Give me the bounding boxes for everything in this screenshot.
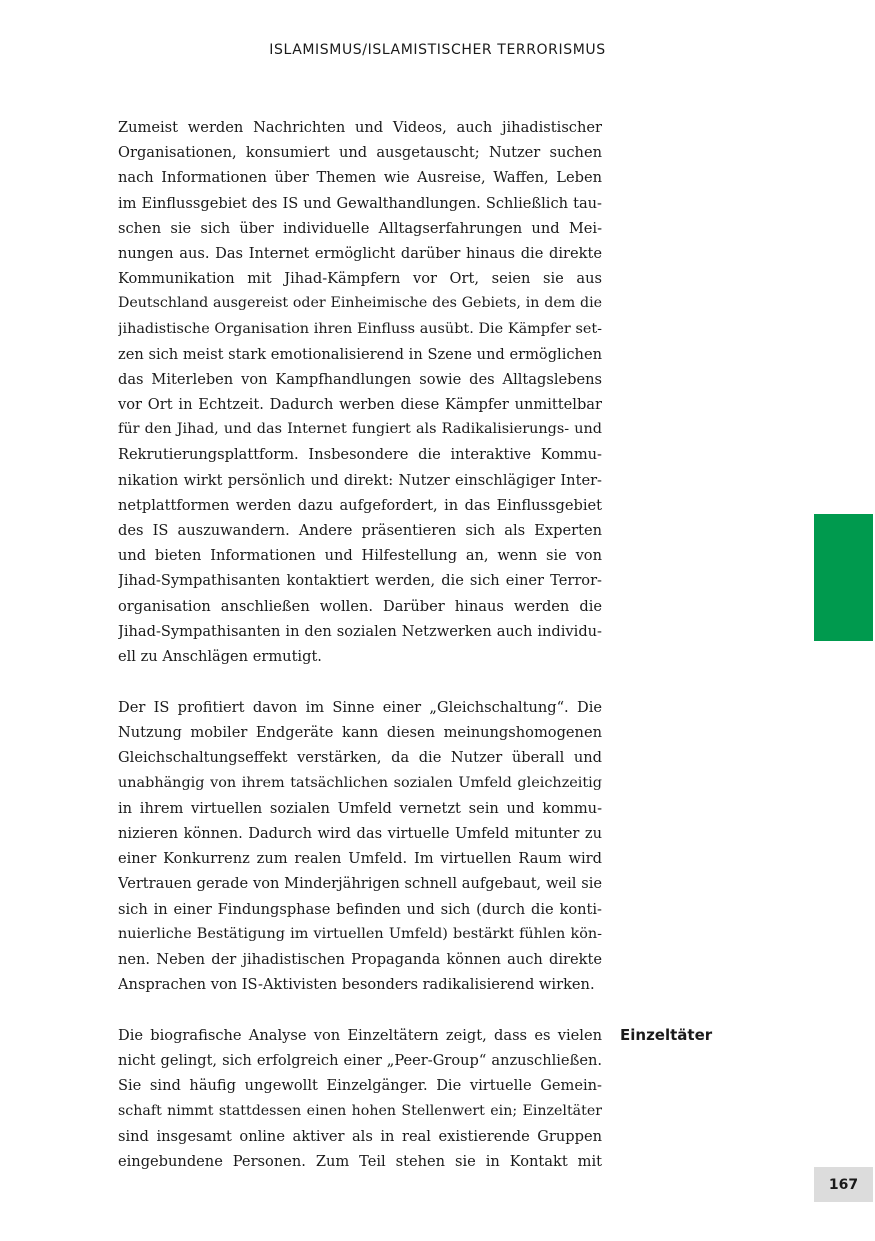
text-line: Vertrauen gerade von Minderjährigen schnell aufgebaut, weil sie	[118, 875, 602, 893]
text-line: Nutzung mobiler Endgeräte kann diesen meinungshomogenen	[118, 724, 602, 742]
text-line: schen sie sich über individuelle Alltagserfahrungen und Mei-	[118, 219, 602, 237]
text-line: im Einflussgebiet des IS und Gewalthandlungen. Schließlich tau-	[118, 194, 602, 212]
text-line: nungen aus. Das Internet ermöglicht darüber hinaus die direkte	[118, 244, 602, 262]
text-line: nach Informationen über Themen wie Ausreise, Waffen, Leben	[118, 169, 602, 187]
paragraph-3	[118, 1023, 602, 1174]
text-line: Rekrutierungsplattform. Insbesondere die interaktive Kommu-	[118, 446, 602, 464]
text-line: nen. Neben der jihadistischen Propaganda können auch direkte	[118, 950, 602, 968]
text-line: nizieren können. Dadurch wird das virtuelle Umfeld mitunter zu	[118, 824, 602, 842]
text-line: Jihad-Sympathisanten kontaktiert werden, die sich einer Terror-	[118, 572, 602, 590]
paragraph-2	[118, 695, 602, 997]
text-line: einer Konkurrenz zum realen Umfeld. Im virtuellen Raum wird	[118, 850, 602, 868]
text-line: Zumeist werden Nachrichten und Videos, auch jihadistischer	[118, 119, 602, 136]
text-line: Gleichschaltungseffekt verstärken, da die Nutzer überall und	[118, 749, 602, 767]
margin-note: Einzeltäter	[620, 1026, 713, 1044]
text-line: des IS auszuwandern. Andere präsentieren sich als Experten	[118, 522, 602, 539]
text-line: Deutschland ausgereist oder Einheimische des Gebiets, in dem die	[118, 295, 602, 312]
text-line: organisation anschließen wollen. Darüber hinaus werden die	[118, 597, 602, 615]
text-line: Der IS profitiert davon im Sinne einer „Gleichschaltung“. Die	[118, 699, 602, 716]
paragraph-1	[118, 115, 602, 669]
text-line: jihadistische Organisation ihren Einfluss ausübt. Die Kämpfer set-	[118, 320, 602, 337]
text-line: sich in einer Findungsphase befinden und sich (durch die konti-	[118, 900, 602, 918]
page-number: 167	[814, 1167, 873, 1202]
section-tab-marker	[814, 514, 873, 641]
text-line: nikation wirkt persönlich und direkt: Nutzer einschlägiger Inter-	[118, 471, 602, 489]
text-line: Die biografische Analyse von Einzeltätern zeigt, dass es vielen	[118, 1027, 602, 1044]
text-line: vor Ort in Echtzeit. Dadurch werben diese Kämpfer unmittelbar	[118, 396, 602, 414]
text-line: unabhängig von ihrem tatsächlichen sozialen Umfeld gleichzeitig	[118, 774, 602, 791]
text-line: in ihrem virtuellen sozialen Umfeld vernetzt sein und kommu-	[118, 799, 602, 817]
text-line: und bieten Informationen und Hilfestellung an, wenn sie von	[118, 547, 602, 565]
text-line: netplattformen werden dazu aufgefordert, in das Einflussgebiet	[118, 496, 602, 514]
text-line: nuierliche Bestätigung im virtuellen Umfeld) bestärkt fühlen kön-	[118, 925, 602, 942]
text-line: Sie sind häufig ungewollt Einzelgänger. Die virtuelle Gemein-	[118, 1077, 602, 1095]
text-line: das Miterleben von Kampfhandlungen sowie des Alltagslebens	[118, 370, 602, 388]
text-line: eingebundene Personen. Zum Teil stehen sie in Kontakt mit	[118, 1152, 602, 1170]
text-line: Ansprachen von IS-Aktivisten besonders radikalisierend wirken.	[118, 976, 595, 994]
text-line: ell zu Anschlägen ermutigt.	[118, 647, 322, 665]
text-line: schaft nimmt stattdessen einen hohen Stellenwert ein; Einzeltäter	[118, 1102, 602, 1119]
running-header: ISLAMISMUS/ISLAMISTISCHER TERRORISMUS	[269, 42, 606, 58]
text-line: für den Jihad, und das Internet fungiert als Radikalisierungs- und	[118, 421, 602, 438]
text-line: nicht gelingt, sich erfolgreich einer „Peer-Group“ anzuschließen.	[118, 1052, 602, 1070]
text-line: sind insgesamt online aktiver als in real existierende Gruppen	[118, 1127, 602, 1145]
text-line: Kommunikation mit Jihad-Kämpfern vor Ort, seien sie aus	[118, 270, 602, 288]
text-line: Organisationen, konsumiert und ausgetauscht; Nutzer suchen	[118, 144, 602, 162]
text-line: Jihad-Sympathisanten in den sozialen Netzwerken auch individu-	[118, 622, 602, 640]
text-line: zen sich meist stark emotionalisierend in Szene und ermöglichen	[118, 345, 602, 363]
